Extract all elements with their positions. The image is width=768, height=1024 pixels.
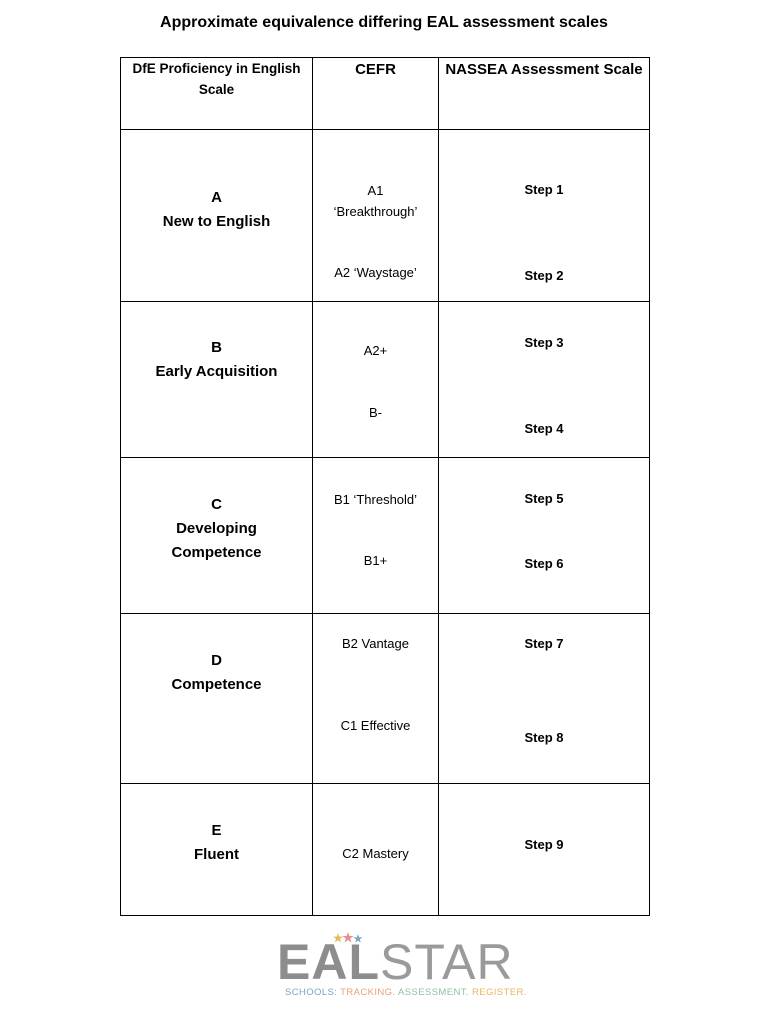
step-value: Step 4	[524, 421, 564, 436]
nassea-cell	[439, 614, 650, 784]
level-letter: A	[211, 189, 222, 206]
nassea-cell	[439, 130, 650, 302]
level-name: Competence	[171, 676, 262, 693]
header-nassea: NASSEA Assessment Scale	[439, 58, 650, 130]
level-letter: B	[211, 339, 222, 356]
tagline-part: ASSESSMENT.	[398, 987, 472, 998]
cefr-cell	[313, 458, 439, 614]
tagline-part: SCHOOLS:	[285, 987, 341, 998]
cefr-value: B2 Vantage	[342, 636, 409, 651]
logo-wordmark	[277, 935, 514, 989]
cefr-value: A2 ‘Waystage’	[334, 265, 417, 280]
header-dfe: DfE Proficiency in English Scale	[121, 58, 313, 130]
step-value: Step 7	[524, 636, 564, 651]
level-name: New to English	[162, 213, 271, 230]
cefr-cell	[313, 784, 439, 916]
table-row	[121, 614, 650, 784]
level-letter: D	[211, 652, 222, 669]
level-name: Developing	[176, 520, 257, 537]
cefr-value: A1	[367, 183, 384, 198]
table-row	[121, 458, 650, 614]
header-cefr: CEFR	[313, 58, 439, 130]
tagline-part: REGISTER.	[471, 987, 527, 998]
step-value: Step 2	[524, 268, 564, 283]
dfe-cell	[121, 614, 313, 784]
dfe-cell	[121, 458, 313, 614]
step-value: Step 1	[524, 182, 564, 197]
step-value: Step 8	[524, 730, 564, 745]
dfe-cell	[121, 130, 313, 302]
table-row	[121, 784, 650, 916]
nassea-cell	[439, 784, 650, 916]
nassea-cell	[439, 302, 650, 458]
logo-star: STAR	[380, 934, 514, 990]
cefr-value: A2+	[363, 343, 388, 358]
level-name: Early Acquisition	[155, 363, 278, 380]
equivalence-table	[120, 57, 650, 916]
logo-eal: EAL	[277, 934, 380, 990]
nassea-cell	[439, 458, 650, 614]
step-value: Step 9	[524, 837, 564, 852]
cefr-value: C2 Mastery	[342, 846, 409, 861]
level-name: Fluent	[194, 846, 239, 863]
step-value: Step 6	[524, 556, 564, 571]
dfe-cell	[121, 302, 313, 458]
cefr-value: B1 ‘Threshold’	[333, 492, 418, 507]
level-letter: E	[211, 822, 222, 839]
tagline-part: TRACKING.	[340, 987, 399, 998]
document-title: Approximate equivalence differing EAL assessment scales	[160, 14, 608, 31]
cefr-value: ‘Breakthrough’	[333, 204, 418, 219]
table-row	[121, 302, 650, 458]
step-value: Step 3	[524, 335, 564, 350]
level-name-line2: Competence	[171, 544, 262, 561]
cefr-cell	[313, 614, 439, 784]
cefr-value: B-	[369, 405, 382, 420]
ealstar-logo	[277, 935, 537, 1000]
table-row	[121, 130, 650, 302]
table-header-row	[121, 58, 650, 130]
cefr-value: C1 Effective	[340, 718, 411, 733]
logo-tagline	[285, 987, 527, 998]
cefr-cell	[313, 130, 439, 302]
dfe-cell	[121, 784, 313, 916]
step-value: Step 5	[524, 491, 564, 506]
cefr-value: B1+	[363, 553, 388, 568]
cefr-cell	[313, 302, 439, 458]
level-letter: C	[211, 496, 222, 513]
